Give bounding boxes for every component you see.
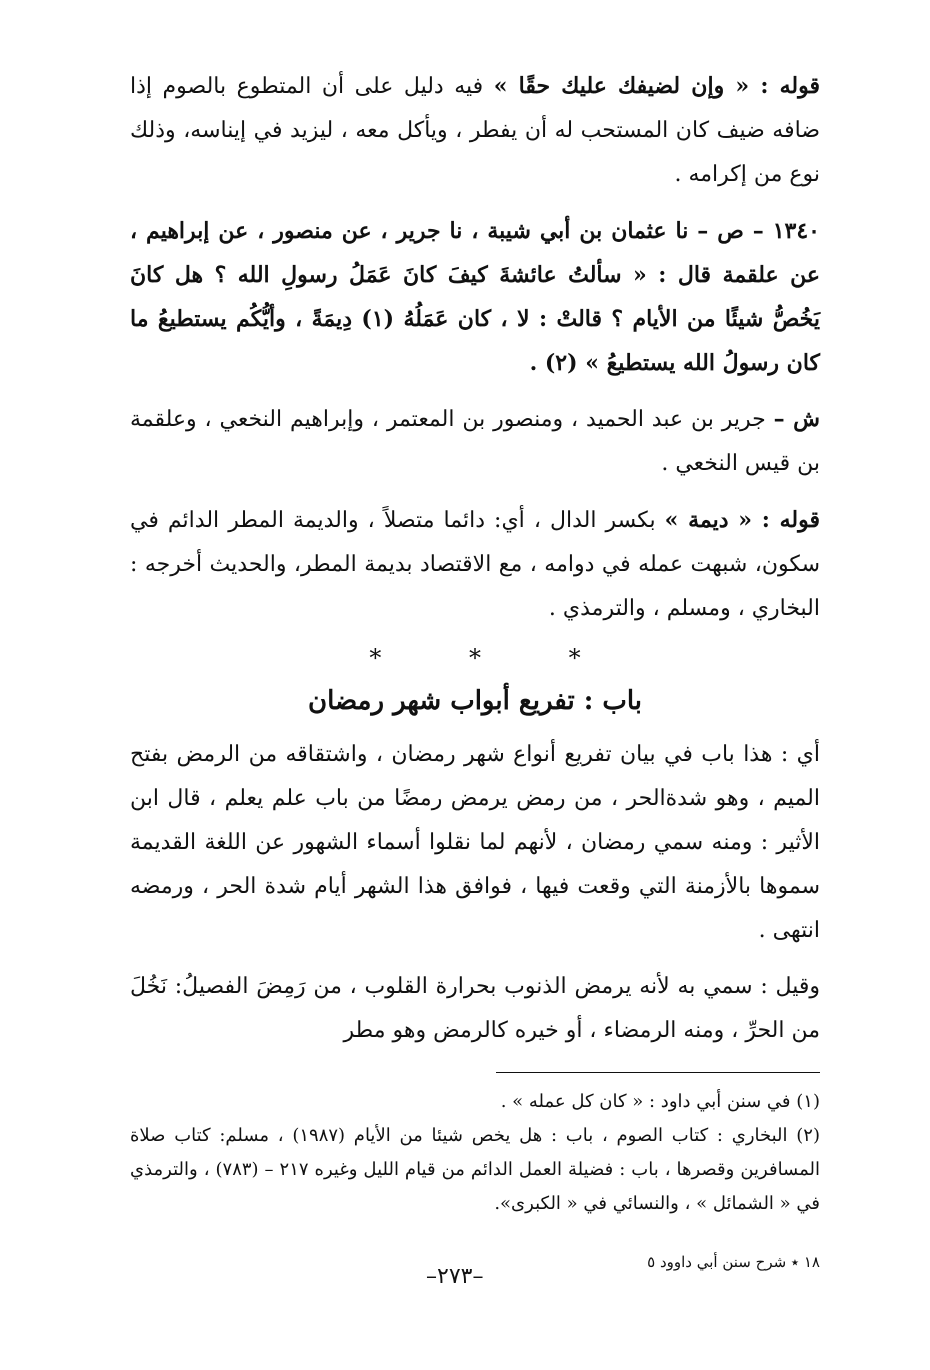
- paragraph-text: فيه دليل على أن المتطوع بالصوم إذا ضافه ضيف كان المستحب له أن يفطر ، ويأكل معه ، ليزيد في إيناسه، وذلك نوع من إكرامه .: [130, 74, 820, 187]
- chapter-paragraph: أي : هذا باب في بيان تفريع أنواع شهر رمضان ، واشتقاقه من الرمض بفتح الميم ، وهو شدةالحر ، من رمض يرمض رمضًا من باب علم يعلم ، قال ابن الأثير : ومنه سمي رمضان ، لأنهم لما نقلوا أسماء الشهور عن اللغة القديمة سموها بالأزمنة التي وقعت فيها ، فوافق هذا الشهر أيام شدة الحر ، ورمضه انتهى .: [130, 742, 820, 943]
- paragraph-text: بكسر الدال ، أي: دائما متصلاً ، والديمة المطر الدائم في سكون، شبهت عمله في دوامه ، مع الاقتصاد بديمة المطر، والحديث أخرجه : البخاري ، ومسلم ، والترمذي .: [130, 508, 820, 621]
- paragraph-lead: قوله : « وإن لضيفك عليك حقًا »: [493, 73, 821, 99]
- page-number: –٢٧٣–: [426, 1264, 484, 1289]
- chapter-paragraph: وقيل : سمي به لأنه يرمض الذنوب بحرارة القلوب ، من رَمِضَ الفصيلُ: نَخُلَ من الحرِّ ، ومنه الرمضاء ، أو خيره كالرمض وهو مطر: [130, 974, 821, 1043]
- page-body: [130, 64, 820, 1065]
- paragraph-lead: قوله : « ديمة »: [664, 507, 821, 533]
- footnote-divider: [496, 1072, 820, 1073]
- footnote-1: (١) في سنن أبي داود : « كان كل عمله » .: [500, 1091, 820, 1112]
- paragraph-guest-right: [130, 64, 820, 197]
- paragraph-text: جرير بن عبد الحميد ، ومنصور بن المعتمر ، وإبراهيم النخعي ، وعلقمة بن قيس النخعي .: [130, 407, 820, 476]
- paragraph-dima: [130, 498, 820, 631]
- paragraph-narrators: [130, 397, 820, 486]
- paragraph-lead: ش –: [773, 406, 820, 432]
- section-separator: * * *: [369, 644, 621, 672]
- footnotes: [130, 1085, 820, 1221]
- book-signature: ١٨ ٭ شرح سنن أبي داوود ٥: [647, 1253, 820, 1271]
- chapter-title: باب : تفريع أبواب شهر رمضان: [307, 686, 643, 716]
- hadith-1340: [130, 209, 820, 385]
- hadith-text: ١٣٤٠ – ص – نا عثمان بن أبي شيبة ، نا جرير ، عن منصور ، عن إبراهيم ، عن علقمة قال : « سألتُ عائشةَ كيفَ كانَ عَمَلُ رسولِ الله ؟ هل كانَ يَخُصُّ شيئًا من الأيام ؟ قالتْ : لا ، كان عَمَلُهُ (١) دِيمَةً ، وأيُّكُم يستطيعُ ما كان رسولُ الله يستطيعُ » (٢) .: [130, 218, 820, 376]
- footnote-2: (٢) البخاري : كتاب الصوم ، باب : هل يخص شيئا من الأيام (١٩٨٧) ، مسلم: كتاب صلاة المسافرين وقصرها ، باب : فضيلة العمل الدائم من قيام الليل وغيره ٢١٧ – (٧٨٣) ، والترمذي في « الشمائل » ، والنسائي في « الكبرى».: [130, 1125, 820, 1214]
